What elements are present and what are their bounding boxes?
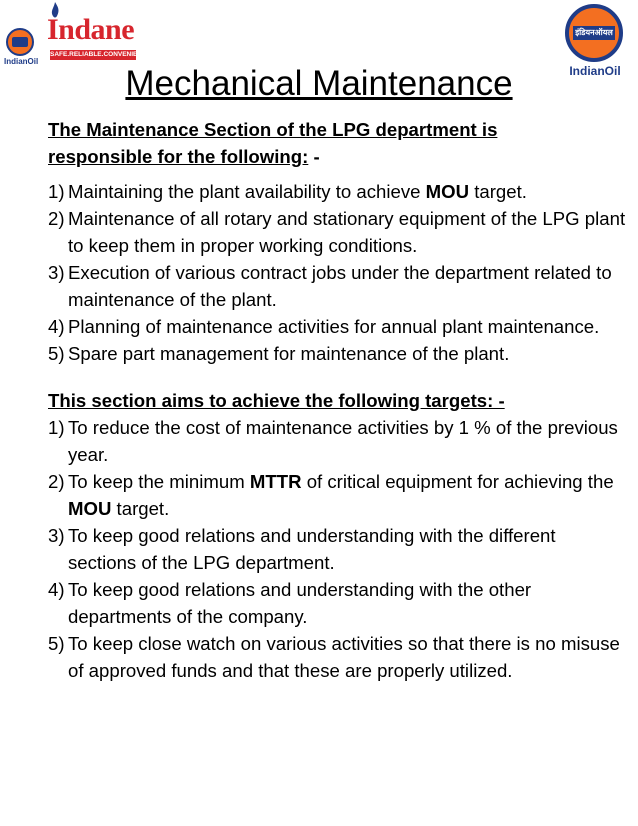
responsibilities-list — [48, 178, 626, 367]
indane-tagline: SAFE.RELIABLE.CONVENIENT — [50, 51, 147, 58]
list-item: 2) Maintenance of all rotary and stationary equipment of the LPG plant to keep them in proper working conditions. — [48, 208, 626, 256]
targets-list — [48, 414, 626, 684]
section1-heading-line2: responsible for the following: — [48, 146, 309, 167]
list-item: 4) Planning of maintenance activities for annual plant maintenance. — [48, 316, 600, 337]
list-item: 3) Execution of various contract jobs under the department related to maintenance of the plant. — [48, 262, 612, 310]
list-item: 1) To reduce the cost of maintenance activities by 1 % of the previous year. — [48, 417, 618, 465]
section1-heading — [48, 116, 626, 170]
list-item: 3) To keep good relations and understanding with the different sections of the LPG department. — [48, 525, 556, 573]
indianoil-logo-icon — [565, 4, 623, 62]
indianoil-badge-icon — [6, 28, 34, 56]
section1-heading-suffix: - — [308, 146, 320, 167]
list-item: 5) Spare part management for maintenance of the plant. — [48, 343, 510, 364]
indianoil-band-text: इंडियनऑयल — [573, 26, 615, 40]
indane-logo — [2, 0, 147, 66]
section1-heading-line1: The Maintenance Section of the LPG department is — [48, 119, 498, 140]
indianoil-caption: IndianOil — [569, 64, 621, 78]
list-item: 2) To keep the minimum MTTR of critical equipment for achieving the MOU target. — [48, 471, 614, 519]
main-content — [48, 116, 626, 684]
list-item: 4) To keep good relations and understanding with the other departments of the company. — [48, 579, 532, 627]
badge-caption: IndianOil — [4, 57, 39, 66]
list-item: 5) To keep close watch on various activities so that there is no misuse of approved funds and that these are properly utilized. — [48, 633, 620, 681]
indane-wordmark: Indane — [47, 13, 135, 46]
list-item: 1) Maintaining the plant availability to achieve MOU target. — [48, 181, 527, 202]
page-title: Mechanical Maintenance — [125, 64, 513, 103]
section2-heading — [48, 387, 626, 414]
section2-heading-text: This section aims to achieve the following targets: - — [48, 390, 505, 411]
